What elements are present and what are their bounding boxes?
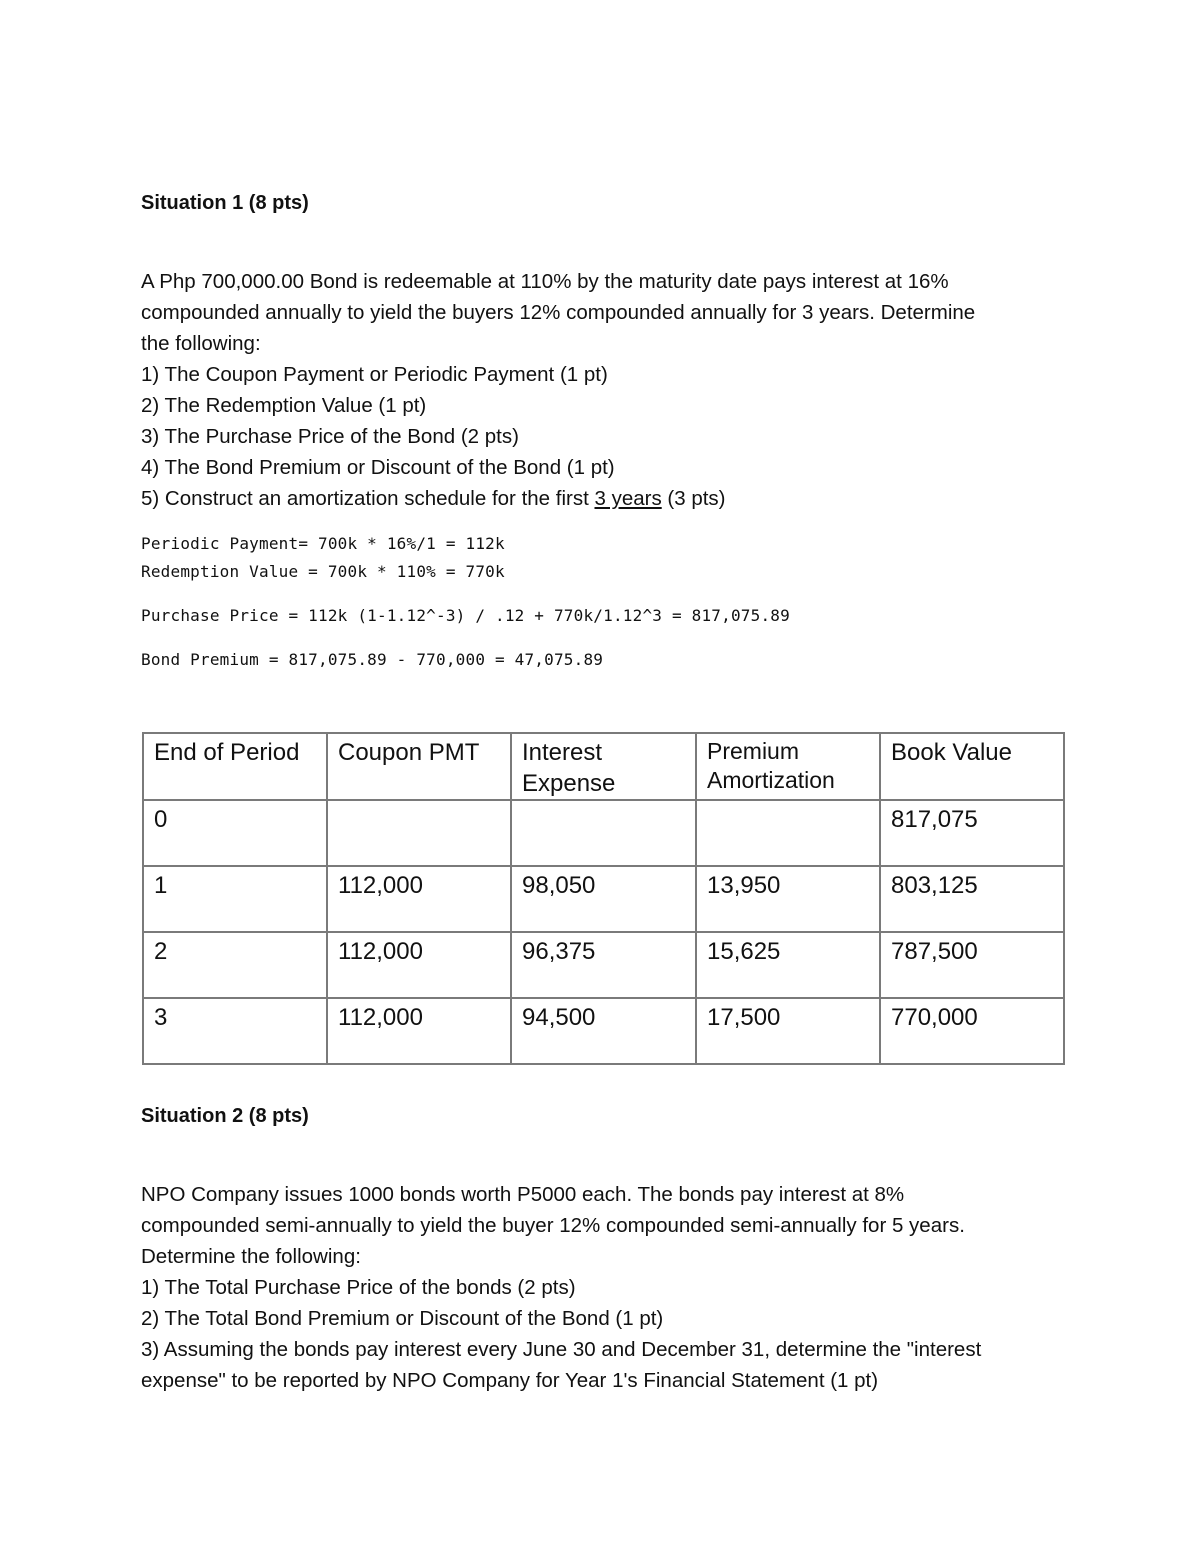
- problem-line: expense" to be reported by NPO Company for Year 1's Financial Statement (1 pt): [141, 1369, 879, 1392]
- cell-book-value: 817,075: [880, 800, 1064, 866]
- cell-period: 0: [143, 800, 327, 866]
- cell-period: 1: [143, 866, 327, 932]
- header-interest-expense: Interest Expense: [511, 733, 696, 800]
- cell-amortization: [696, 800, 880, 866]
- cell-coupon: [327, 800, 511, 866]
- situation-1-problem: [141, 266, 1071, 514]
- problem-item-1: 1) The Total Purchase Price of the bonds (2 pts): [141, 1276, 576, 1299]
- cell-interest: [511, 800, 696, 866]
- problem-line: the following:: [141, 332, 261, 355]
- purchase-price-calc: Purchase Price = 112k (1-1.12^-3) / .12 + 770k/1.12^3 = 817,075.89: [141, 606, 790, 625]
- table-header-row: [143, 733, 1064, 800]
- cell-coupon: 112,000: [327, 866, 511, 932]
- cell-interest: 94,500: [511, 998, 696, 1064]
- item5-suffix: (3 pts): [661, 487, 726, 510]
- problem-item-1: 1) The Coupon Payment or Periodic Payment (1 pt): [141, 363, 608, 386]
- problem-item-2: 2) The Redemption Value (1 pt): [141, 394, 427, 417]
- amortization-table: [142, 732, 1065, 1065]
- periodic-payment-calc: Periodic Payment= 700k * 16%/1 = 112k: [141, 534, 505, 553]
- bond-premium-calc: Bond Premium = 817,075.89 - 770,000 = 47,075.89: [141, 650, 604, 669]
- cell-coupon: 112,000: [327, 932, 511, 998]
- problem-item-4: 4) The Bond Premium or Discount of the Bond (1 pt): [141, 456, 615, 479]
- cell-amortization: 15,625: [696, 932, 880, 998]
- cell-book-value: 770,000: [880, 998, 1064, 1064]
- situation-2-heading: Situation 2 (8 pts): [141, 1105, 309, 1127]
- problem-item-5: [141, 483, 1071, 514]
- problem-line: compounded semi-annually to yield the buyer 12% compounded semi-annually for 5 years.: [141, 1214, 965, 1237]
- situation-1-heading: Situation 1 (8 pts): [141, 192, 309, 214]
- table-row: [143, 800, 1064, 866]
- header-end-of-period: End of Period: [143, 733, 327, 800]
- header-coupon-pmt: Coupon PMT: [327, 733, 511, 800]
- cell-book-value: 803,125: [880, 866, 1064, 932]
- cell-amortization: 17,500: [696, 998, 880, 1064]
- cell-amortization: 13,950: [696, 866, 880, 932]
- item5-prefix: 5) Construct an amortization schedule for the first: [141, 487, 595, 510]
- table-row: [143, 866, 1064, 932]
- header-premium-amortization: Premium Amortization: [696, 733, 880, 800]
- cell-period: 3: [143, 998, 327, 1064]
- problem-line: NPO Company issues 1000 bonds worth P5000 each. The bonds pay interest at 8%: [141, 1183, 905, 1206]
- cell-period: 2: [143, 932, 327, 998]
- table-row: [143, 998, 1064, 1064]
- cell-coupon: 112,000: [327, 998, 511, 1064]
- problem-item-3: 3) Assuming the bonds pay interest every June 30 and December 31, determine the "interest: [141, 1338, 982, 1361]
- table-row: [143, 932, 1064, 998]
- item5-underlined: 3 years: [594, 487, 662, 510]
- problem-line: compounded annually to yield the buyers 12% compounded annually for 3 years. Determine: [141, 301, 976, 324]
- cell-book-value: 787,500: [880, 932, 1064, 998]
- header-book-value: Book Value: [880, 733, 1064, 800]
- redemption-value-calc: Redemption Value = 700k * 110% = 770k: [141, 562, 505, 581]
- situation-2-problem: [141, 1179, 1071, 1396]
- problem-line: A Php 700,000.00 Bond is redeemable at 110% by the maturity date pays interest at 16%: [141, 270, 949, 293]
- problem-item-3: 3) The Purchase Price of the Bond (2 pts): [141, 425, 519, 448]
- cell-interest: 98,050: [511, 866, 696, 932]
- problem-item-2: 2) The Total Bond Premium or Discount of the Bond (1 pt): [141, 1307, 664, 1330]
- calc-block-1: [141, 530, 505, 586]
- problem-line: Determine the following:: [141, 1245, 361, 1268]
- cell-interest: 96,375: [511, 932, 696, 998]
